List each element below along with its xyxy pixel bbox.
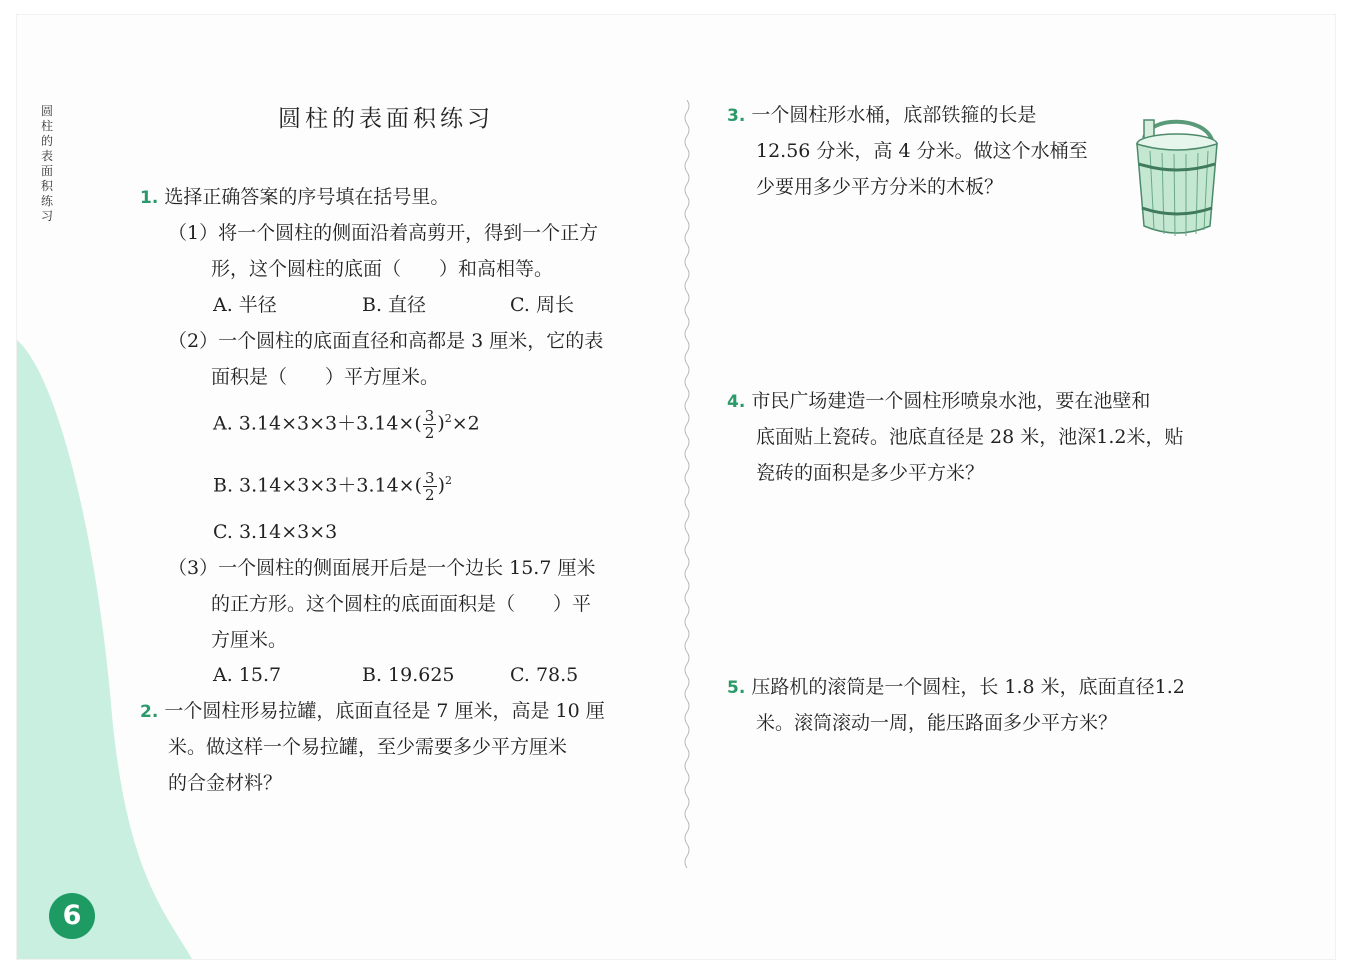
q1-sub2-line1: （2）一个圆柱的底面直径和高都是 3 厘米，它的表	[168, 330, 604, 352]
q4-line3: 瓷砖的面积是多少平方米？	[756, 462, 985, 484]
q1-sub3-line1: （3）一个圆柱的侧面展开后是一个边长 15.7 厘米	[168, 557, 596, 579]
q1-sub3-option-c: C. 78.5	[510, 664, 579, 686]
q2-line1: 一个圆柱形易拉罐，底面直径是 7 厘米，高是 10 厘	[164, 700, 605, 722]
question-number: 3.	[727, 106, 746, 126]
question-number: 1.	[140, 188, 159, 208]
question-4	[727, 389, 1150, 414]
q3-line2: 12.56 分米，高 4 分米。做这个水桶至	[756, 140, 1088, 162]
q1-sub2-option-a: A. 3.14×3×3＋3.14×( $\frac{3}{2}$ )$^2$×2	[213, 406, 480, 442]
fraction: $\frac{3}{2}$	[424, 406, 435, 442]
question-number: 5.	[727, 678, 746, 698]
q1-sub1-line2: 形，这个圆柱的底面（ ）和高相等。	[211, 258, 554, 280]
q4-line1: 市民广场建造一个圆柱形喷泉水池，要在池壁和	[751, 390, 1151, 412]
q1-sub1-line1: （1）将一个圆柱的侧面沿着高剪开，得到一个正方	[168, 222, 599, 244]
q1-sub1-option-c: C. 周长	[510, 294, 574, 316]
q1-sub2-option-c: C. 3.14×3×3	[213, 521, 338, 543]
q4-line2: 底面贴上瓷砖。池底直径是 28 米，池深1.2米，贴	[756, 426, 1184, 448]
question-3	[727, 103, 1036, 128]
q1-sub3-line2: 的正方形。这个圆柱的底面面积是（ ）平	[211, 593, 592, 615]
page-number-badge: 6	[49, 893, 95, 939]
q1-sub2-line2: 面积是（ ）平方厘米。	[211, 366, 440, 388]
fraction: $\frac{3}{2}$	[425, 468, 435, 504]
column-divider	[680, 100, 694, 870]
q3-line3: 少要用多少平方分米的木板？	[756, 176, 1004, 198]
q1-sub1-option-a: A. 半径	[213, 294, 277, 316]
q2-line2: 米。做这样一个易拉罐，至少需要多少平方厘米	[168, 736, 568, 758]
page-title: 圆柱的表面积练习	[278, 106, 494, 132]
q5-line2: 米。滚筒滚动一周，能压路面多少平方米？	[756, 712, 1118, 734]
q1-sub1-option-b: B. 直径	[362, 294, 427, 316]
q1-sub3-option-a: A. 15.7	[213, 664, 282, 686]
q1-sub3-line3: 方厘米。	[211, 629, 288, 651]
question-1	[140, 185, 449, 210]
q2-line3: 的合金材料？	[168, 772, 283, 794]
q1-sub2-option-b: B. 3.14×3×3＋3.14×( $\frac{3}{2}$ )$^2$	[213, 468, 452, 504]
q3-line1: 一个圆柱形水桶，底部铁箍的长是	[751, 104, 1037, 126]
side-chapter-title: 圆 柱 的 表 面 积 练 习	[40, 104, 53, 223]
question-2	[140, 699, 605, 724]
question-number: 4.	[727, 392, 746, 412]
question-5	[727, 675, 1185, 700]
q5-line1: 压路机的滚筒是一个圆柱，长 1.8 米，底面直径1.2	[751, 676, 1185, 698]
wooden-bucket-illustration	[1130, 116, 1225, 241]
question-prompt: 选择正确答案的序号填在括号里。	[164, 186, 450, 208]
q1-sub3-option-b: B. 19.625	[362, 664, 455, 686]
question-number: 2.	[140, 702, 159, 722]
